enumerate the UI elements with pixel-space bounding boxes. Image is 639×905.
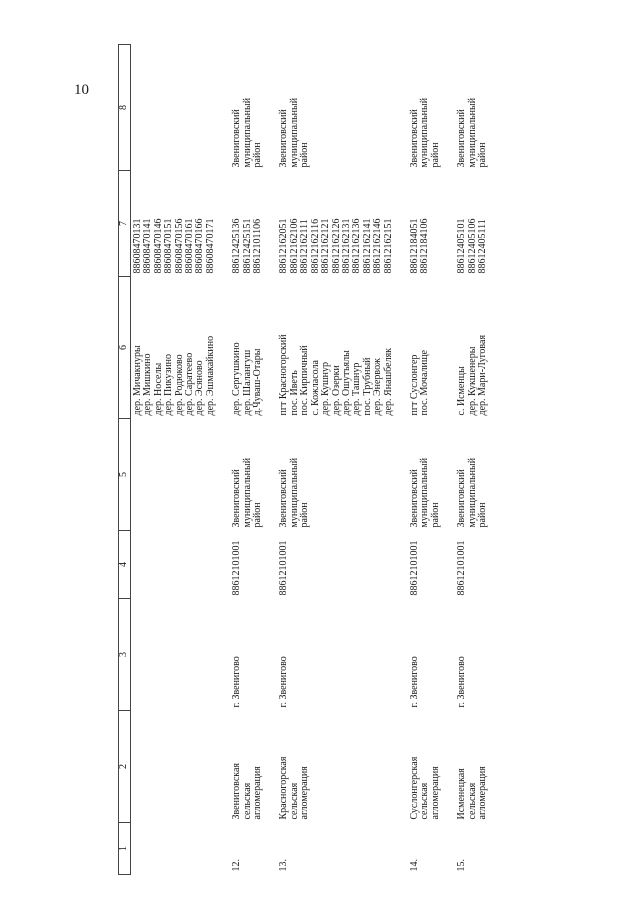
column-number: 1 (119, 823, 131, 875)
settlement-code-cell (277, 171, 395, 277)
settlement-name-cell (131, 277, 219, 419)
row-number-cell (277, 823, 395, 875)
table-row (408, 45, 443, 875)
column-number: 8 (119, 45, 131, 171)
column-number: 7 (119, 171, 131, 277)
settlement-name-cell (277, 277, 395, 419)
settlement-code-cell (408, 171, 443, 277)
settlement-code: 88612162141 (361, 218, 373, 274)
settlement-name-cell (408, 277, 443, 419)
settlement-name-cell (230, 277, 265, 419)
center-name: г. Звенигово (408, 656, 420, 708)
settlement-code: 88612425136 (231, 218, 243, 274)
row-gap-cell (218, 45, 230, 875)
row-gap (443, 45, 455, 875)
district-name: район (299, 502, 311, 528)
row-number-cell (408, 823, 443, 875)
settlement-name: пос. Трубный (361, 357, 373, 416)
group-name: район (429, 142, 441, 168)
agglomeration-name-cell (131, 711, 219, 823)
settlement-code: 88612162126 (330, 218, 342, 274)
settlement-code: 88608470131 (132, 218, 143, 274)
agglomeration-name-cell (408, 711, 443, 823)
agglomeration-name: Суслонгерская (408, 756, 420, 820)
settlement-name: дер. Сергушкино (231, 342, 243, 416)
center-code-cell (455, 531, 490, 599)
group-name-cell (277, 45, 395, 171)
district-name-cell (230, 419, 265, 531)
settlement-name: дер. Энервож (372, 358, 384, 416)
settlement-code: 88608470151 (163, 218, 175, 274)
settlement-code: 88612405106 (466, 218, 478, 274)
settlement-name: дер. Родюково (173, 354, 185, 416)
center-name: г. Звенигово (278, 656, 290, 708)
group-name: муниципальный (466, 97, 478, 168)
group-name: Звениговский (278, 109, 290, 168)
row-number-cell (455, 823, 490, 875)
table-row (230, 45, 265, 875)
rotated-table-page (118, 45, 638, 875)
center-code-cell (277, 531, 395, 599)
center-name-cell (131, 599, 219, 711)
group-name: муниципальный (241, 97, 253, 168)
settlement-code: 88608470171 (204, 218, 216, 274)
row-gap-cell (443, 45, 455, 875)
settlement-code: 88612101106 (252, 218, 264, 274)
column-number: 4 (119, 531, 131, 599)
center-code: 88612101001 (231, 540, 243, 596)
settlement-name: дер. Эсяново (194, 360, 206, 416)
settlement-code: 88612162116 (309, 218, 321, 274)
settlement-name: дер. Носелы (152, 362, 164, 416)
group-name: Звениговский (456, 109, 468, 168)
column-number: 3 (119, 599, 131, 711)
settlement-code: 88608470146 (152, 218, 164, 274)
center-code: 88612101001 (278, 540, 290, 596)
row-number: 15. (456, 859, 468, 872)
district-name: муниципальный (419, 457, 431, 528)
row-number: 12. (231, 859, 243, 872)
row-gap-cell (490, 45, 502, 875)
group-name: Звениговский (231, 109, 243, 168)
table-row (277, 45, 395, 875)
agglomeration-name: Красногорская (278, 756, 290, 820)
settlement-code: 88608470141 (142, 218, 154, 274)
settlement-code: 88608470156 (173, 218, 185, 274)
settlement-name: дер. Ошутъялы (340, 350, 352, 416)
group-name-cell (131, 45, 219, 171)
district-name: район (252, 502, 264, 528)
settlement-name: дер. Эшмакайкино (204, 335, 216, 416)
settlement-name: д.Чуваш-Отары (252, 348, 264, 416)
settlement-name: дер. Пикузино (163, 354, 175, 416)
center-code: 88612101001 (408, 540, 420, 596)
row-number-cell (230, 823, 265, 875)
agglomeration-name: Исменецкая (456, 768, 468, 820)
agglomeration-name: Звениговская (231, 762, 243, 820)
settlement-code: 88612162136 (351, 218, 363, 274)
district-name: район (429, 502, 441, 528)
group-name-cell (455, 45, 490, 171)
settlement-code: 88612162106 (288, 218, 300, 274)
settlement-code: 88612184106 (419, 218, 431, 274)
settlement-code-cell (230, 171, 265, 277)
agglomeration-name-cell (455, 711, 490, 823)
settlement-code: 88612162121 (320, 218, 332, 274)
group-name: муниципальный (419, 97, 431, 168)
column-number-header (119, 45, 131, 875)
center-code-cell (131, 531, 219, 599)
settlement-code: 88608470161 (184, 218, 196, 274)
row-gap (265, 45, 277, 875)
settlement-code: 88612162111 (299, 219, 311, 274)
center-name-cell (277, 599, 395, 711)
settlement-name: дер. Озерки (330, 365, 342, 416)
settlement-code: 88612425151 (241, 218, 253, 274)
agglomeration-name: агломерация (476, 766, 488, 820)
settlement-code: 88612162051 (278, 218, 290, 274)
column-number: 5 (119, 419, 131, 531)
settlement-code-cell (131, 171, 219, 277)
district-name-cell (455, 419, 490, 531)
group-name-cell (230, 45, 265, 171)
group-name-cell (408, 45, 443, 171)
settlement-code: 88612184051 (408, 218, 420, 274)
table-body (131, 45, 503, 875)
district-name: Звениговский (231, 469, 243, 528)
settlement-name: дер. Кукшенеры (466, 346, 478, 416)
settlement-name: пос. Иветь (288, 370, 300, 416)
settlement-code: 88612162131 (340, 218, 352, 274)
settlement-code: 88612162151 (382, 218, 394, 274)
settlement-name: дер. Ташнур (351, 362, 363, 416)
settlement-name: пгт Красногорский (278, 334, 290, 416)
settlement-name: дер. Кушнур (320, 362, 332, 416)
district-name-cell (408, 419, 443, 531)
settlement-name: пос. Кирпичный (299, 345, 311, 416)
center-name: г. Звенигово (231, 656, 243, 708)
settlements-table (118, 44, 502, 875)
row-gap-cell (265, 45, 277, 875)
center-name-cell (455, 599, 490, 711)
district-name-cell (277, 419, 395, 531)
settlement-name: дер. Мари-Луговая (476, 334, 488, 416)
agglomeration-name: сельская (288, 782, 300, 820)
agglomeration-name-cell (230, 711, 265, 823)
center-code-cell (408, 531, 443, 599)
settlement-name: дер. Саратеево (184, 352, 196, 416)
district-name: муниципальный (241, 457, 253, 528)
settlement-name: дер. Мишкино (142, 353, 154, 416)
agglomeration-name: агломерация (299, 766, 311, 820)
district-name: муниципальный (466, 457, 478, 528)
center-code: 88612101001 (456, 540, 468, 596)
agglomeration-name: сельская (241, 782, 253, 820)
district-name: район (476, 502, 488, 528)
row-gap (218, 45, 230, 875)
district-name: муниципальный (288, 457, 300, 528)
settlement-code: 88612405111 (476, 219, 488, 274)
settlement-name: дер. Шалангуш (241, 349, 253, 416)
settlement-code: 88612405101 (456, 218, 468, 274)
agglomeration-name: агломерация (429, 766, 441, 820)
row-number: 13. (278, 859, 290, 872)
settlement-name: с. Кожласола (309, 360, 321, 416)
settlement-code-cell (455, 171, 490, 277)
row-number-cell (131, 823, 219, 875)
center-name-cell (408, 599, 443, 711)
district-name: Звениговский (408, 469, 420, 528)
column-number: 6 (119, 277, 131, 419)
center-name: г. Звенигово (456, 656, 468, 708)
table-row (455, 45, 490, 875)
district-name: Звениговский (456, 469, 468, 528)
group-name: район (476, 142, 488, 168)
group-name: район (252, 142, 264, 168)
row-gap (490, 45, 502, 875)
settlement-code: 88608470166 (194, 218, 206, 274)
settlement-name: пос. Мочалище (419, 350, 431, 416)
agglomeration-name: сельская (419, 782, 431, 820)
center-code-cell (230, 531, 265, 599)
district-name-cell (131, 419, 219, 531)
settlement-code: 88612162146 (372, 218, 384, 274)
center-name-cell (230, 599, 265, 711)
district-name: Звениговский (278, 469, 290, 528)
row-gap-cell (396, 45, 408, 875)
row-number: 14. (408, 859, 420, 872)
settlement-name: с. Исменцы (456, 366, 468, 416)
group-name: район (299, 142, 311, 168)
settlement-name: дер. Янашбеляк (382, 347, 394, 416)
agglomeration-name: сельская (466, 782, 478, 820)
settlement-name: пгт Суслонгер (408, 354, 420, 416)
group-name: Звениговский (408, 109, 420, 168)
page-number: 10 (74, 82, 89, 98)
settlement-name: дер. Мичакнуры (132, 345, 143, 416)
group-name: муниципальный (288, 97, 300, 168)
table-row (131, 45, 219, 875)
row-gap (396, 45, 408, 875)
settlement-name-cell (455, 277, 490, 419)
agglomeration-name: агломерация (252, 766, 264, 820)
column-number: 2 (119, 711, 131, 823)
agglomeration-name-cell (277, 711, 395, 823)
